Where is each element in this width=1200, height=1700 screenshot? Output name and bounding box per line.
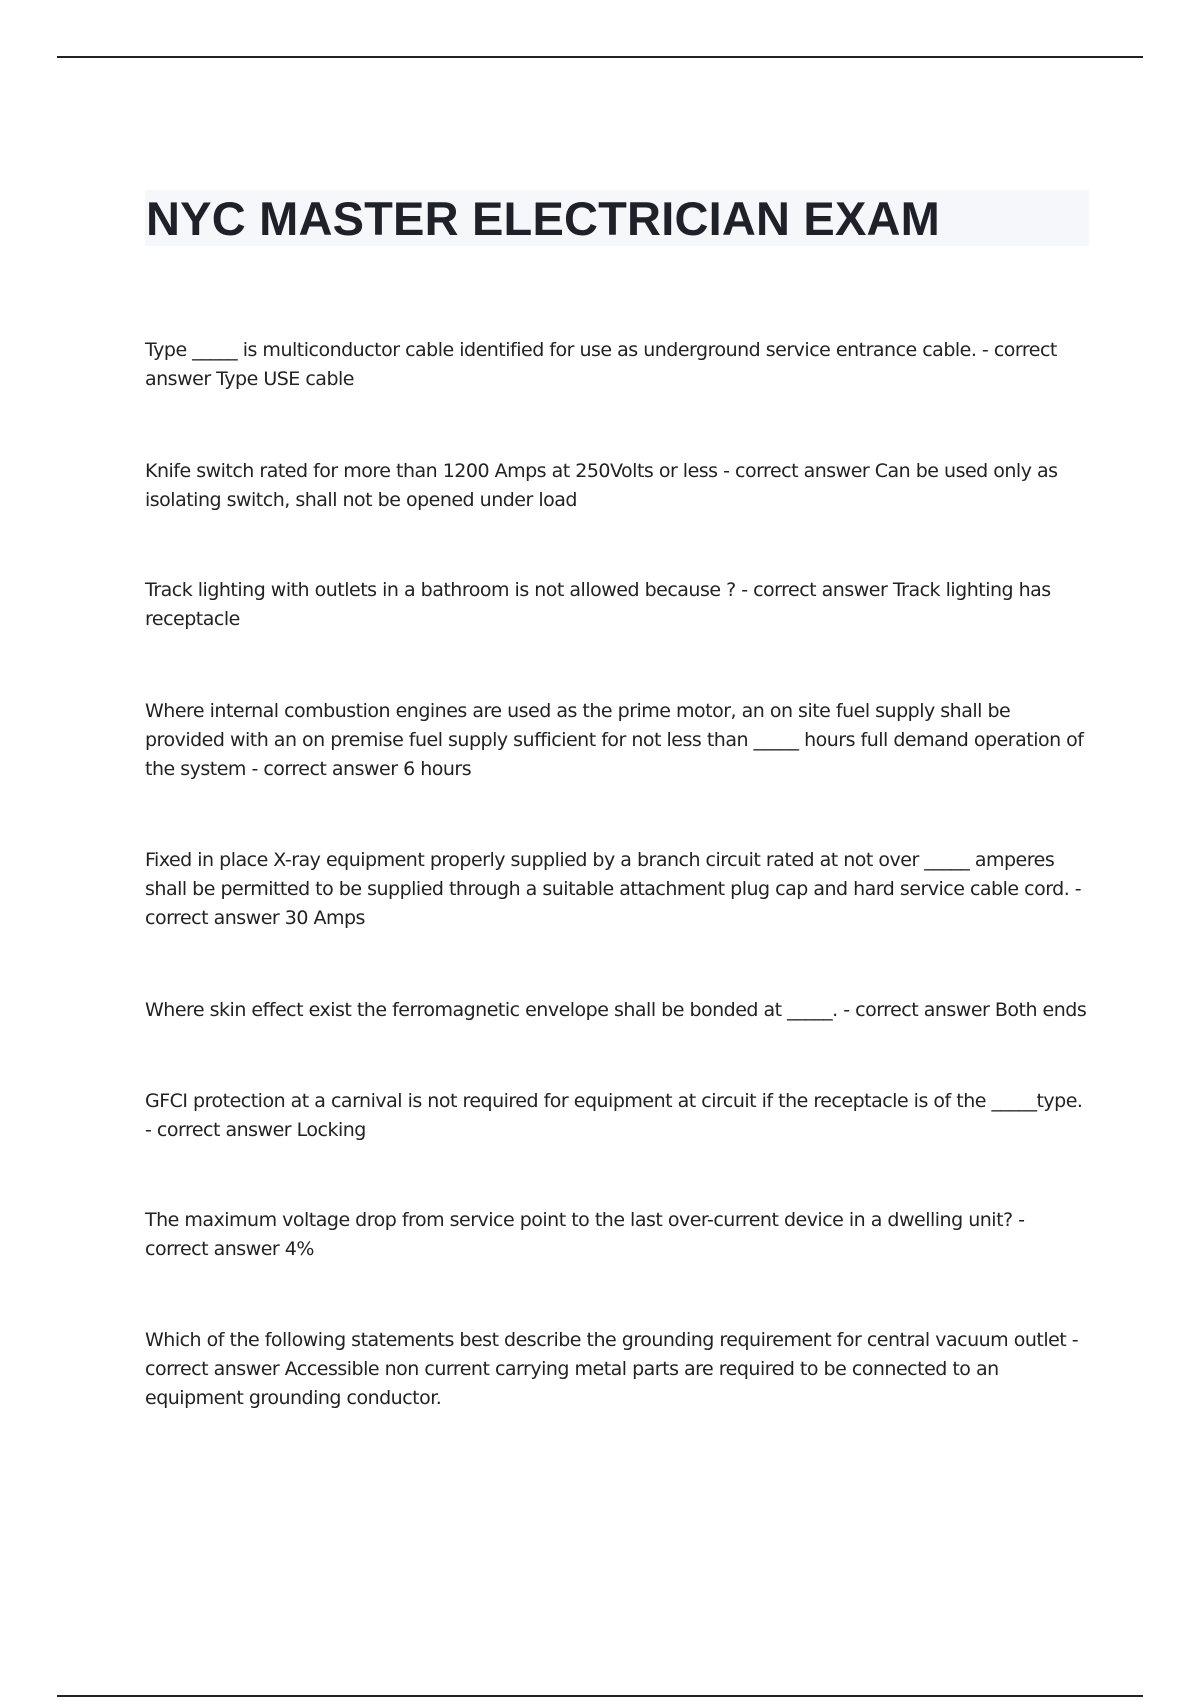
qa-item-9: Which of the following statements best describe the grounding requirement for central vacuum outlet - correct answer Accessible non current carrying metal parts are required to be connected to an equipment grounding conductor. — [145, 1329, 1079, 1409]
qa-item-5: Fixed in place X-ray equipment properly supplied by a branch circuit rated at not over _____ amperes shall be permitted to be supplied through a suitable attachment plug cap and hard service cable cord. - correct answer 30 Amps — [145, 849, 1082, 929]
qa-item-2: Knife switch rated for more than 1200 Amps at 250Volts or less - correct answer Can be used only as isolating switch, shall not be opened under load — [145, 460, 1058, 511]
qa-item-1: Type _____ is multiconductor cable identified for use as underground service entrance cable. - correct answer Type USE cable — [145, 339, 1057, 390]
bottom-rule — [57, 1695, 1143, 1697]
document-title: NYC MASTER ELECTRICIAN EXAM — [146, 192, 940, 245]
qa-item-7: GFCI protection at a carnival is not required for equipment at circuit if the receptacle is of the _____type. - correct answer Locking — [145, 1090, 1083, 1141]
qa-item-3: Track lighting with outlets in a bathroom is not allowed because ? - correct answer Track lighting has receptacle — [145, 579, 1051, 630]
qa-item-6: Where skin effect exist the ferromagnetic envelope shall be bonded at _____. - correct answer Both ends — [145, 999, 1087, 1021]
qa-item-8: The maximum voltage drop from service point to the last over-current device in a dwelling unit? - correct answer 4% — [145, 1209, 1025, 1260]
qa-item-4: Where internal combustion engines are used as the prime motor, an on site fuel supply shall be provided with an on premise fuel supply sufficient for not less than _____ hours full demand operation of the system - correct answer 6 hours — [145, 700, 1084, 780]
top-rule — [57, 56, 1143, 58]
